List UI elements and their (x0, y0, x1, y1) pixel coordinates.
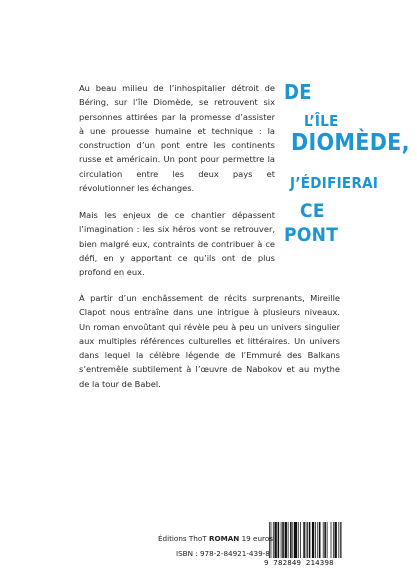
isbn-label: ISBN : 978-2-84921-439-8 (176, 549, 270, 558)
publisher-name: Éditions ThoT (158, 534, 207, 543)
blurb-paragraph-2: Mais les enjeux de ce chantier dépassent l’imagination : les six héros vont se retrouver, bien malgré eux, contraints de contribuer à ce défi, en y apportant ce qu’ils ont de plus profond en eux. (79, 210, 275, 278)
price-label: 19 euros (241, 534, 273, 543)
title-line-5: CE (300, 200, 325, 222)
title-line-3: DIOMÈDE, (291, 130, 410, 156)
blurb-paragraph-1: Au beau milieu de l’inhospitalier détroit de Béring, sur l’île Diomède, se retrouvent six personnes attirées par la promesse d’assister à une prouesse humaine et technique : la construction d’un pont entre les continents russe et américain. Un pont pour permettre la circulation entre les deux pays et révolutionner les échanges. (79, 83, 275, 194)
barcode-digits: 9 782849 214398 (264, 558, 334, 567)
publisher-line (158, 534, 273, 543)
title-line-2: L’ÎLE (304, 112, 339, 130)
barcode (264, 522, 344, 566)
barcode-bars (269, 522, 342, 558)
blurb-paragraph-3: À partir d’un enchâssement de récits surprenants, Mireille Clapot nous entraîne dans une intrigue à plusieurs niveaux. Un roman envoûtant qui révèle peu à peu un univers singulier aux multiples références culturelles et littéraires. Un univers dans lequel la célèbre légende de l’Emmuré des Balkans s’entremêle subtilement à l’œuvre de Nabokov et au mythe de la tour de Babel. (79, 293, 340, 389)
title-line-6: PONT (284, 224, 339, 246)
genre-label: ROMAN (208, 534, 240, 543)
title-line-4: J’ÉDIFIERAI (290, 174, 379, 192)
title-line-1: DE (284, 80, 312, 104)
